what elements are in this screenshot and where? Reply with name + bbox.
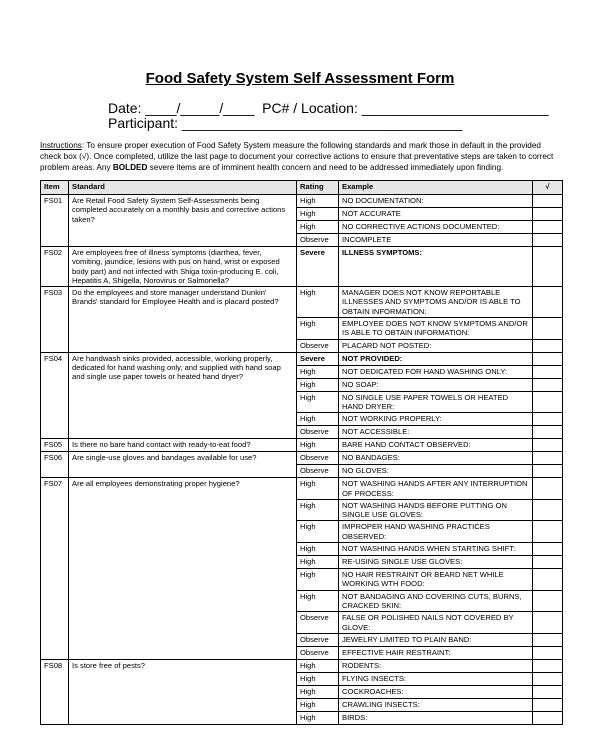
example-cell: EMPLOYEE DOES NOT KNOW SYMPTOMS AND/OR IS ABLE TO OBTAIN INFORMATION: [339,318,533,340]
header-rating: Rating [297,181,339,195]
instructions-text-1: : To ensure proper execution of Food Safety System measure the following standards and mark those in default in the provided check box (√). Once completed, utilize the last page to document your corrective actions to ensure that preventative steps are taken to correct problem areas. Any [40,141,554,172]
rating-cell: High [297,569,339,591]
example-cell: NOT ACCESSIBLE: [339,426,533,439]
check-box-cell[interactable] [533,633,563,646]
table-row [41,247,563,287]
check-box-cell[interactable] [533,711,563,724]
assessment-table [40,180,563,725]
check-box-cell[interactable] [533,499,563,521]
check-box-cell[interactable] [533,543,563,556]
rating-cell: Observe [297,633,339,646]
example-cell: NO HAIR RESTRAINT OR BEARD NET WHILE WORKING WTH FOOD: [339,569,533,591]
instructions-bolded: BOLDED [112,163,148,172]
check-box-cell[interactable] [533,378,563,391]
item-code: FS04 [41,352,69,439]
standard-text: Are employees free of illness symptoms (diarrhea, fever, vomiting, jaundice, lesions with pus on hand, wrist or exposed body part) and not infected with Shiga toxin-producing E. coli, Hepatitis A, Shigella, Norovirus or Salmonella? [69,247,297,287]
example-cell: IMPROPER HAND WASHING PRACTICES OBSERVED: [339,521,533,543]
rating-cell: Observe [297,426,339,439]
rating-cell: Observe [297,339,339,352]
table-row [41,478,563,500]
example-cell: NO DOCUMENTATION: [339,195,533,208]
check-box-cell[interactable] [533,452,563,465]
rating-cell: High [297,698,339,711]
check-box-cell[interactable] [533,685,563,698]
example-cell: NOT PROVIDED: [339,352,533,365]
example-cell: NOT DEDICATED FOR HAND WASHING ONLY: [339,365,533,378]
rating-cell: High [297,391,339,413]
rating-cell: High [297,659,339,672]
header-example: Example [339,181,533,195]
check-box-cell[interactable] [533,339,563,352]
example-cell: NOT BANDAGING AND COVERING CUTS, BURNS, CRACKED SKIN: [339,590,533,612]
header-check: √ [533,181,563,195]
check-box-cell[interactable] [533,221,563,234]
table-row [41,352,563,365]
example-cell: NO BANDAGES: [339,452,533,465]
rating-cell: High [297,543,339,556]
rating-cell: Observe [297,452,339,465]
check-box-cell[interactable] [533,646,563,659]
example-cell: COCKROACHES: [339,685,533,698]
rating-cell: High [297,521,339,543]
example-cell: NO CORRECTIVE ACTIONS DOCUMENTED: [339,221,533,234]
check-box-cell[interactable] [533,439,563,452]
date-location-line: Date: ____/_____/____ PC# / Location: ________________________ [108,100,549,116]
rating-cell: High [297,499,339,521]
item-code: FS01 [41,195,69,247]
item-code: FS05 [41,439,69,452]
example-cell: RODENTS: [339,659,533,672]
rating-cell: High [297,221,339,234]
check-box-cell[interactable] [533,287,563,318]
example-cell: FLYING INSECTS: [339,672,533,685]
example-cell: NOT WASHING HANDS WHEN STARTING SHIFT: [339,543,533,556]
form-title: Food Safety System Self Assessment Form [145,70,455,87]
item-code: FS03 [41,287,69,352]
instructions-label: Instructions [40,141,82,150]
rating-cell: Observe [297,646,339,659]
rating-cell: High [297,195,339,208]
header-item: Item [41,181,69,195]
item-code: FS08 [41,659,69,724]
standard-text: Is store free of pests? [69,659,297,724]
item-code: FS06 [41,452,69,478]
example-cell: RE-USING SINGLE USE GLOVES: [339,556,533,569]
check-box-cell[interactable] [533,413,563,426]
check-box-cell[interactable] [533,521,563,543]
check-box-cell[interactable] [533,478,563,500]
check-box-cell[interactable] [533,195,563,208]
rating-cell: High [297,287,339,318]
example-cell: ILLNESS SYMPTOMS: [339,247,533,287]
check-box-cell[interactable] [533,569,563,591]
standard-text: Are all employees demonstrating proper hygiene? [69,478,297,660]
check-box-cell[interactable] [533,659,563,672]
check-box-cell[interactable] [533,698,563,711]
instructions [40,140,562,173]
example-cell: EFFECTIVE HAIR RESTRAINT: [339,646,533,659]
example-cell: INCOMPLETE [339,234,533,247]
rating-cell: High [297,590,339,612]
check-box-cell[interactable] [533,234,563,247]
participant-line: Participant: ____________________________________ [108,115,463,131]
item-code: FS07 [41,478,69,660]
rating-cell: High [297,672,339,685]
item-code: FS02 [41,247,69,287]
check-box-cell[interactable] [533,672,563,685]
example-cell: PLACARD NOT POSTED: [339,339,533,352]
table-row [41,659,563,672]
table-header-row [41,181,563,195]
rating-cell: Severe [297,352,339,365]
standard-text: Are single-use gloves and bandages available for use? [69,452,297,478]
table-row [41,452,563,465]
standard-text: Is there no bare hand contact with ready-to-eat food? [69,439,297,452]
example-cell: NOT WASHING HANDS AFTER ANY INTERRUPTION OF PROCESS: [339,478,533,500]
standard-text: Do the employees and store manager understand Dunkin' Brands' standard for Employee Health and is placard posted? [69,287,297,352]
example-cell: NOT WASHING HANDS BEFORE PUTTING ON SINGLE USE GLOVES: [339,499,533,521]
check-box-cell[interactable] [533,391,563,413]
example-cell: JEWELRY LIMITED TO PLAIN BAND: [339,633,533,646]
rating-cell: Observe [297,465,339,478]
example-cell: BARE HAND CONTACT OBSERVED: [339,439,533,452]
check-box-cell[interactable] [533,612,563,634]
rating-cell: Observe [297,234,339,247]
rating-cell: High [297,685,339,698]
instructions-text-2: severe items are of imminent health concern and need to be addressed immediately upon finding. [147,163,504,172]
rating-cell: High [297,556,339,569]
check-box-cell[interactable] [533,465,563,478]
rating-cell: High [297,365,339,378]
check-box-cell[interactable] [533,556,563,569]
check-box-cell[interactable] [533,365,563,378]
header-standard: Standard [69,181,297,195]
rating-cell: Observe [297,612,339,634]
rating-cell: High [297,478,339,500]
check-box-cell[interactable] [533,426,563,439]
rating-cell: High [297,318,339,340]
example-cell: NOT ACCURATE [339,208,533,221]
example-cell: NO SOAP: [339,378,533,391]
standard-text: Are handwash sinks provided, accessible, working properly, dedicated for hand washing only, and supplied with hand soap and single use paper towels or heated hand dryer? [69,352,297,439]
rating-cell: High [297,439,339,452]
rating-cell: Severe [297,247,339,287]
example-cell: NOT WORKING PROPERLY: [339,413,533,426]
check-box-cell[interactable] [533,208,563,221]
table-row [41,439,563,452]
table-row [41,287,563,318]
example-cell: CRAWLING INSECTS: [339,698,533,711]
rating-cell: High [297,413,339,426]
example-cell: NO GLOVES: [339,465,533,478]
example-cell: BIRDS: [339,711,533,724]
check-box-cell[interactable] [533,318,563,340]
example-cell: FALSE OR POLISHED NAILS NOT COVERED BY GLOVE: [339,612,533,634]
example-cell: NO SINGLE USE PAPER TOWELS OR HEATED HAND DRYER: [339,391,533,413]
check-box-cell[interactable] [533,590,563,612]
check-box-cell[interactable] [533,352,563,365]
standard-text: Are Retail Food Safety System Self-Assessments being completed accurately on a monthly basis and corrective actions taken? [69,195,297,247]
example-cell: MANAGER DOES NOT KNOW REPORTABLE ILLNESSES AND SYMPTOMS AND/OR IS ABLE TO OBTAIN INFORMATION: [339,287,533,318]
table-row [41,195,563,208]
rating-cell: High [297,208,339,221]
rating-cell: High [297,711,339,724]
check-box-cell[interactable] [533,247,563,287]
rating-cell: High [297,378,339,391]
